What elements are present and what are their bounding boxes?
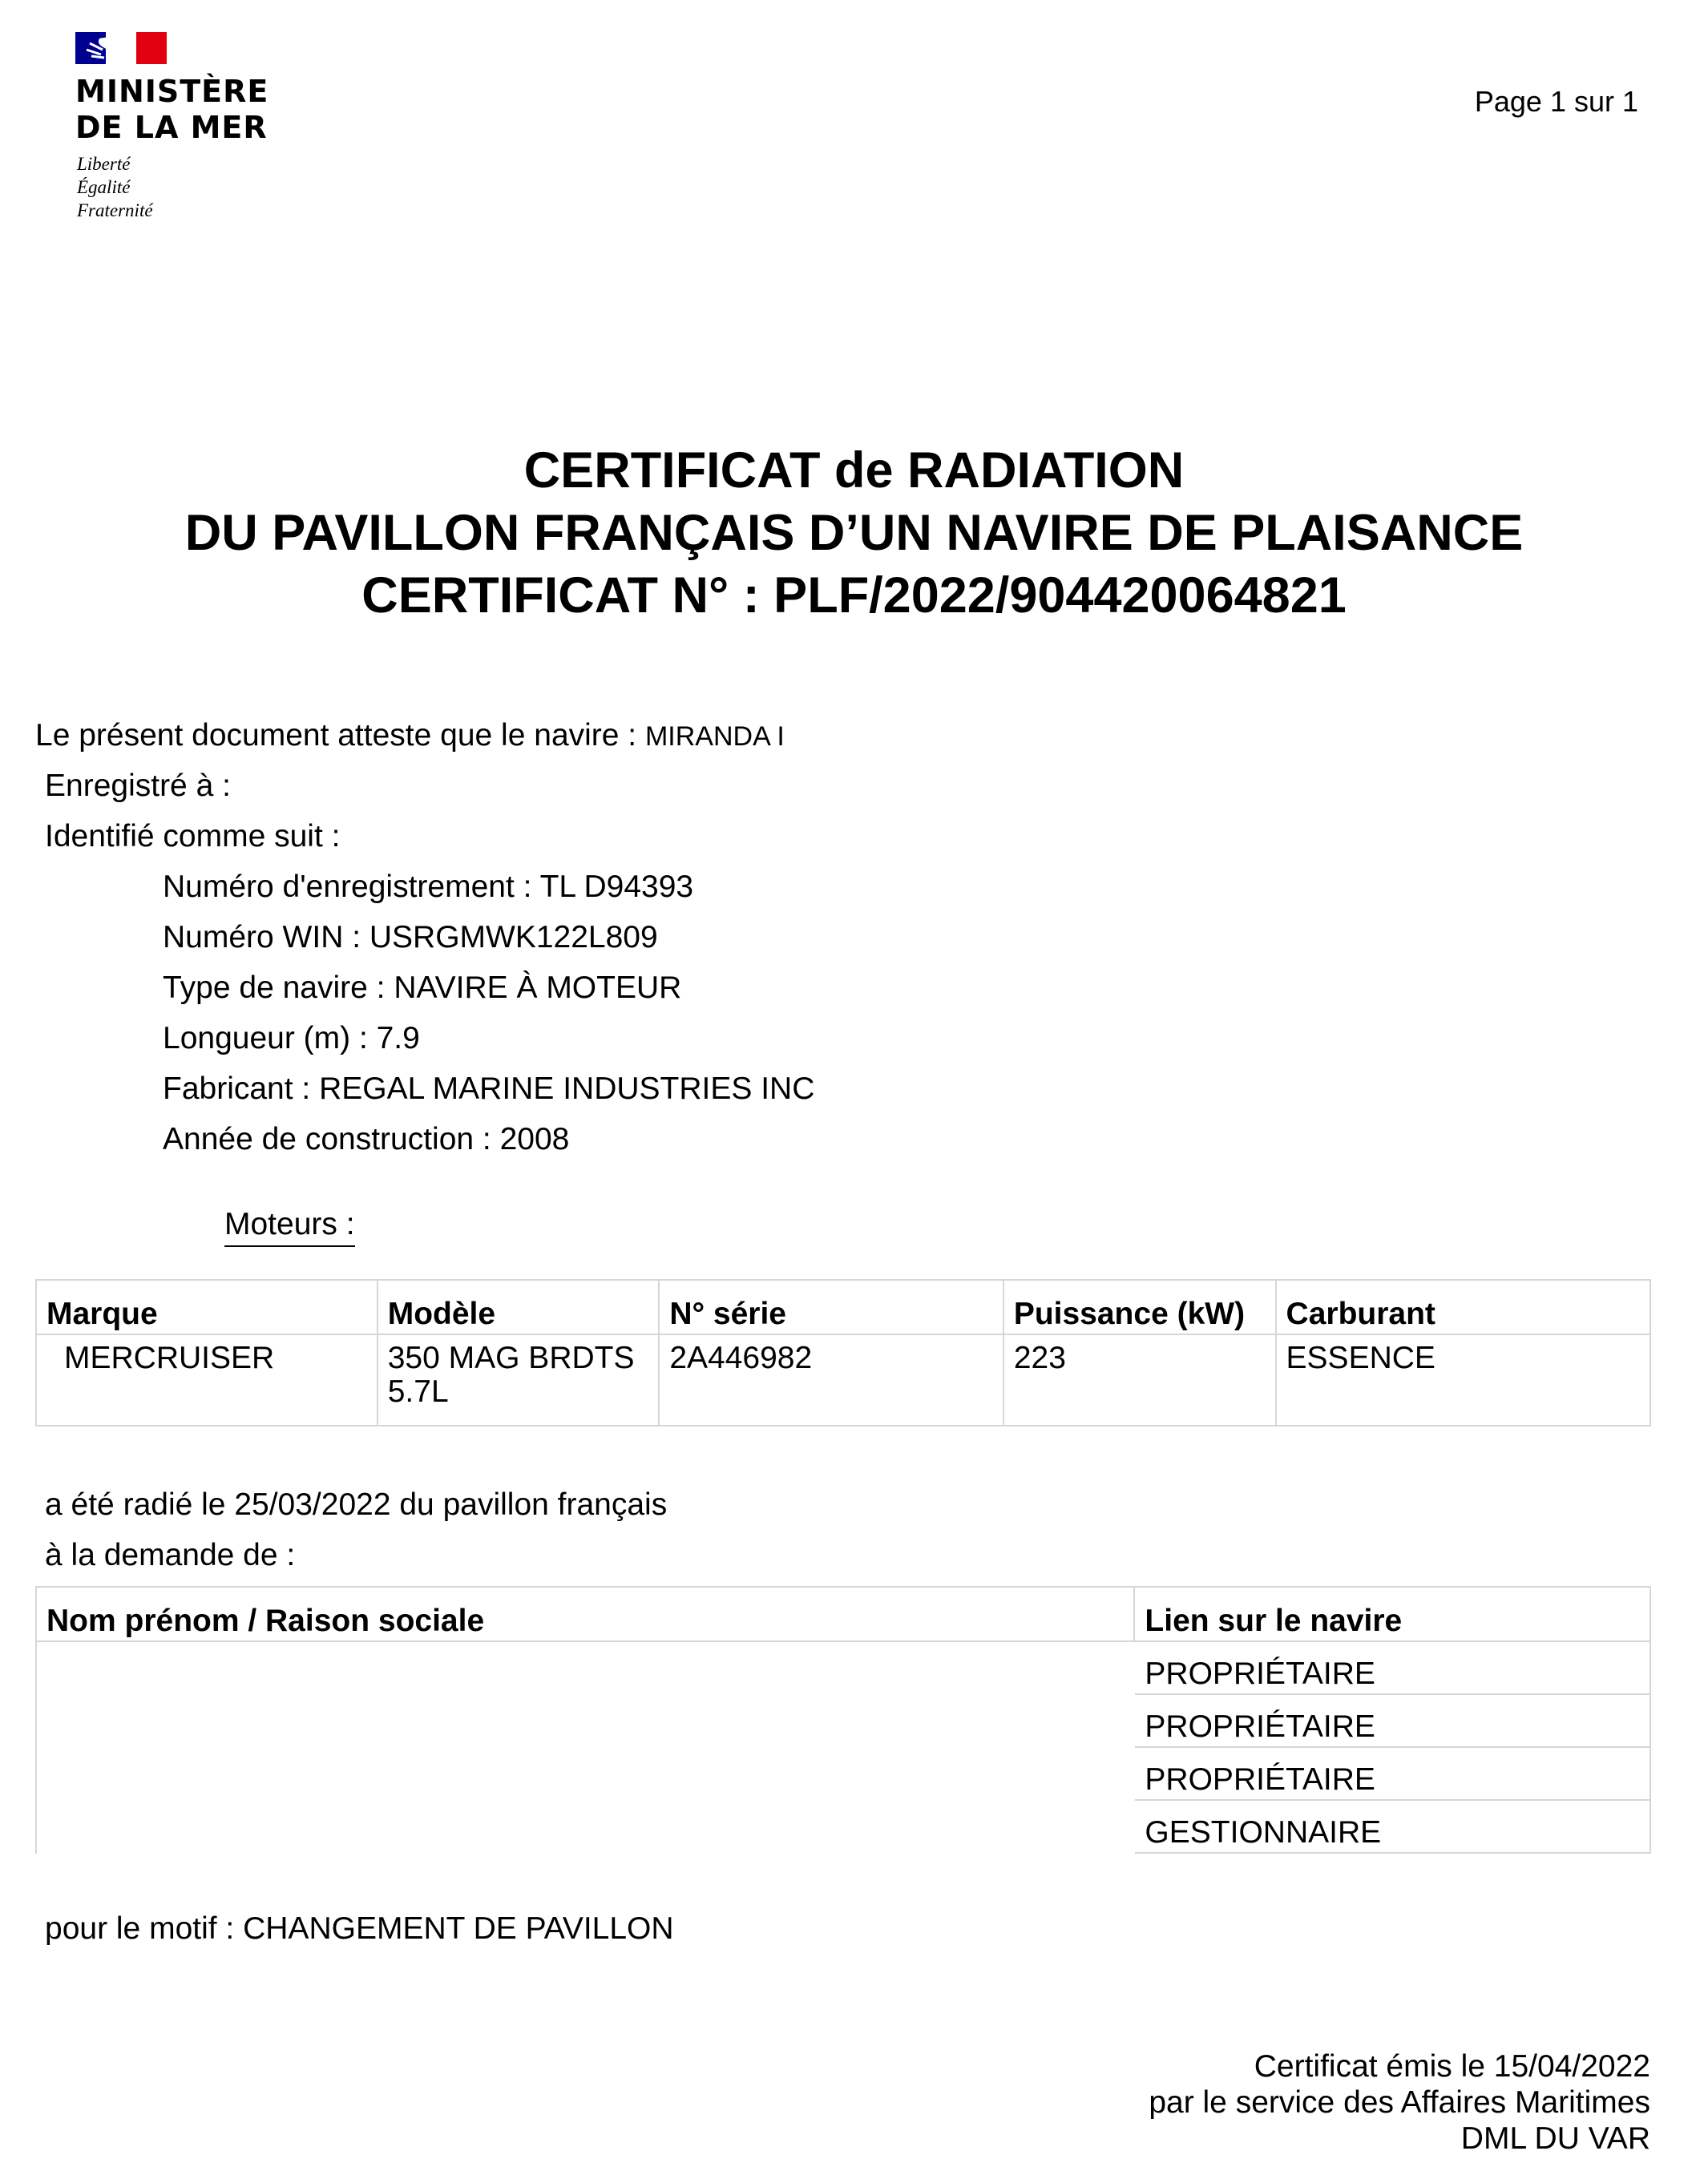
- page-number: Page 1 sur 1: [1474, 85, 1638, 118]
- owner-link: GESTIONNAIRE: [1134, 1800, 1650, 1853]
- owner-name-redacted: [36, 1694, 1134, 1747]
- table-header-row: [36, 1587, 1650, 1641]
- title-line-1: CERTIFICAT de RADIATION: [523, 442, 1185, 498]
- header-cell: Nom prénom / Raison sociale: [36, 1587, 1134, 1641]
- detail-length: Longueur (m) : 7.9: [163, 1021, 420, 1055]
- republic-motto: Liberté Égalité Fraternité: [77, 154, 153, 220]
- table-row: [36, 1334, 1650, 1426]
- issue-date: Certificat émis le 15/04/2022: [1254, 2049, 1650, 2084]
- engine-model: 350 MAG BRDTS 5.7L: [378, 1334, 660, 1426]
- title-line-3: CERTIFICAT N° : PLF/2022/904420064821: [361, 567, 1347, 623]
- owner-name-redacted: [36, 1747, 1134, 1800]
- engines-table: [35, 1279, 1651, 1427]
- table-row: [36, 1641, 1650, 1694]
- issuance-footer: [1149, 2048, 1650, 2157]
- engine-brand: MERCRUISER: [36, 1334, 378, 1426]
- table-row: [36, 1694, 1650, 1747]
- owner-link: PROPRIÉTAIRE: [1134, 1747, 1650, 1800]
- attest-line: [35, 718, 785, 753]
- header-cell: Puissance (kW): [1003, 1280, 1276, 1334]
- registered-label: Enregistré à :: [45, 769, 231, 803]
- header-cell: Modèle: [378, 1280, 660, 1334]
- document-title: [0, 439, 1708, 627]
- title-line-2: DU PAVILLON FRANÇAIS D’UN NAVIRE DE PLAISANCE: [184, 505, 1524, 561]
- detail-registration-number: Numéro d'enregistrement : TL D94393: [163, 870, 694, 904]
- identified-label: Identifié comme suit :: [45, 819, 341, 854]
- detail-build-year: Année de construction : 2008: [163, 1122, 570, 1156]
- radiation-date-line: a été radié le 25/03/2022 du pavillon français: [45, 1487, 668, 1522]
- engine-serial: 2A446982: [659, 1334, 1003, 1426]
- ship-name: MIRANDA I: [644, 721, 785, 752]
- issuing-office: DML DU VAR: [1460, 2121, 1650, 2156]
- engine-power: 223: [1003, 1334, 1276, 1426]
- header-cell: Lien sur le navire: [1134, 1587, 1650, 1641]
- detail-manufacturer: Fabricant : REGAL MARINE INDUSTRIES INC: [163, 1071, 815, 1106]
- table-row: [36, 1800, 1650, 1853]
- table-row: [36, 1747, 1650, 1800]
- engines-label: Moteurs :: [224, 1207, 355, 1247]
- detail-win-number: Numéro WIN : USRGMWK122L809: [163, 920, 658, 954]
- reason-line: pour le motif : CHANGEMENT DE PAVILLON: [45, 1911, 674, 1946]
- detail-ship-type: Type de navire : NAVIRE À MOTEUR: [163, 971, 682, 1005]
- header-cell: N° série: [659, 1280, 1003, 1334]
- owner-link: PROPRIÉTAIRE: [1134, 1641, 1650, 1694]
- owner-name-redacted: [36, 1800, 1134, 1853]
- table-header-row: [36, 1280, 1650, 1334]
- attest-label: Le présent document atteste que le navire :: [35, 718, 637, 753]
- header-cell: Marque: [36, 1280, 378, 1334]
- engine-fuel: ESSENCE: [1276, 1334, 1650, 1426]
- issuing-service: par le service des Affaires Maritimes: [1149, 2085, 1650, 2120]
- owners-table: [35, 1586, 1651, 1854]
- owner-name-redacted: [36, 1641, 1134, 1694]
- marianne-flag-icon: [75, 32, 167, 64]
- header-cell: Carburant: [1276, 1280, 1650, 1334]
- ministry-name: MINISTÈRE DE LA MER: [75, 74, 269, 145]
- request-label: à la demande de :: [45, 1538, 296, 1572]
- owner-link: PROPRIÉTAIRE: [1134, 1694, 1650, 1747]
